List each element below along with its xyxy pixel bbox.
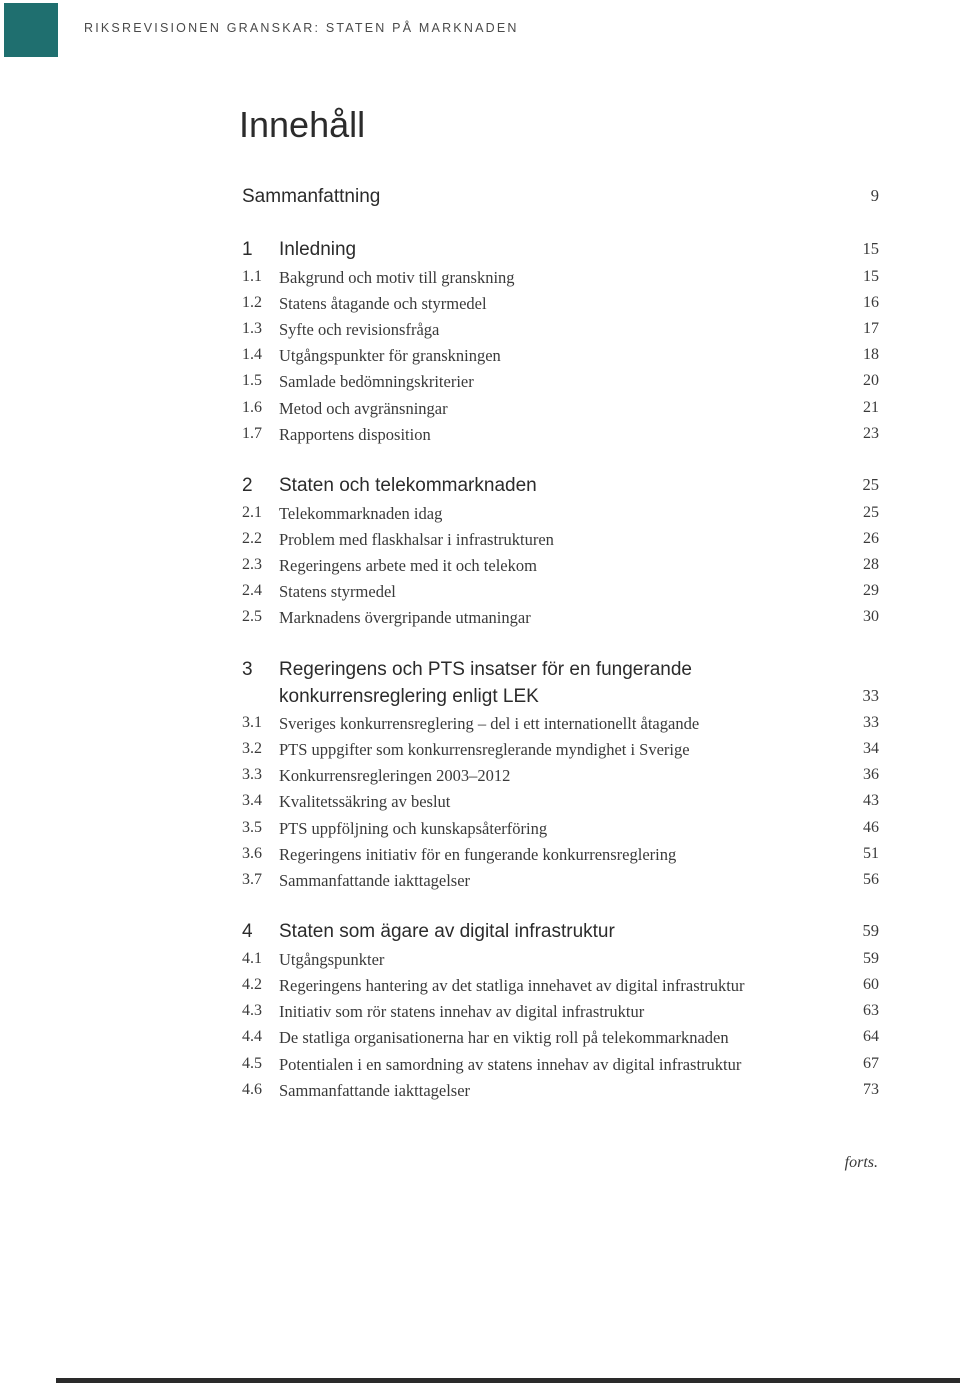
toc-chapter-number: 2 <box>242 475 253 496</box>
toc-section-3-6[interactable] <box>0 845 960 871</box>
toc-section-number: 1.2 <box>242 294 262 311</box>
toc-section-title: Potentialen i en samordning av statens innehav av digital infrastruktur <box>279 1055 742 1074</box>
toc-section-number: 2.1 <box>242 504 262 521</box>
toc-section-title: Statens styrmedel <box>279 582 396 601</box>
toc-summary-title: Sammanfattning <box>242 186 381 207</box>
toc-section-1-5[interactable] <box>0 372 960 398</box>
toc-section-title: Regeringens initiativ för en fungerande konkurrensreglering <box>279 845 677 864</box>
toc-section-title: Konkurrensregleringen 2003–2012 <box>279 766 511 785</box>
toc-section-number: 3.6 <box>242 845 262 862</box>
toc-section-1-7[interactable] <box>0 425 960 451</box>
toc-section-2-3[interactable] <box>0 556 960 582</box>
toc-section-page: 36 <box>863 766 879 783</box>
continuation-note: forts. <box>844 1154 878 1171</box>
toc-chapter-number: 4 <box>242 921 253 942</box>
toc-section-page: 67 <box>863 1055 879 1072</box>
toc-section-number: 1.1 <box>242 268 262 285</box>
toc-section-number: 3.1 <box>242 714 262 731</box>
toc-section-page: 30 <box>863 608 879 625</box>
toc-section-title: Sveriges konkurrensreglering – del i ett internationellt åtagande <box>279 714 700 733</box>
toc-section-number: 3.7 <box>242 871 262 888</box>
toc-section-page: 23 <box>863 425 879 442</box>
toc-section-title: Sammanfattande iakttagelser <box>279 871 471 890</box>
toc-section-title: Regeringens hantering av det statliga innehavet av digital infrastruktur <box>279 976 745 995</box>
toc-section-page: 26 <box>863 530 879 547</box>
toc-section-number: 4.3 <box>242 1002 262 1019</box>
toc-section-page: 28 <box>863 556 879 573</box>
toc-chapter-title: Inledning <box>279 239 357 260</box>
toc-section-2-4[interactable] <box>0 582 960 608</box>
footer-rule <box>56 1378 960 1383</box>
toc-section-number: 3.4 <box>242 792 262 809</box>
toc-section-number: 3.5 <box>242 819 262 836</box>
toc-section-page: 29 <box>863 582 879 599</box>
toc-chapter-title: Staten som ägare av digital infrastruktur <box>279 921 615 942</box>
toc-chapter-page: 25 <box>862 475 879 494</box>
toc-section-3-4[interactable] <box>0 792 960 818</box>
toc-chapter-1[interactable] <box>0 239 960 265</box>
toc-section-1-1[interactable] <box>0 268 960 294</box>
toc-section-page: 51 <box>863 845 879 862</box>
toc-section-number: 1.7 <box>242 425 262 442</box>
toc-section-page: 17 <box>863 320 879 337</box>
toc-section-1-3[interactable] <box>0 320 960 346</box>
toc-chapter-title: Staten och telekommarknaden <box>279 475 537 496</box>
toc-summary-page: 9 <box>870 186 879 205</box>
toc-chapter-2[interactable] <box>0 475 960 501</box>
running-header: RIKSREVISIONEN GRANSKAR: STATEN PÅ MARKNADEN <box>84 21 519 35</box>
toc-section-number: 3.3 <box>242 766 262 783</box>
toc-chapter-4[interactable] <box>0 921 960 947</box>
toc-chapter-title-line-2: konkurrensreglering enligt LEK <box>279 686 539 707</box>
toc-chapter-page: 59 <box>862 921 879 940</box>
toc-section-number: 4.5 <box>242 1055 262 1072</box>
toc-section-page: 73 <box>863 1081 879 1098</box>
toc-section-title: Regeringens arbete med it och telekom <box>279 556 537 575</box>
corner-color-block <box>4 3 58 57</box>
toc-section-3-2[interactable] <box>0 740 960 766</box>
toc-section-page: 34 <box>863 740 879 757</box>
toc-section-4-4[interactable] <box>0 1028 960 1054</box>
toc-section-number: 3.2 <box>242 740 262 757</box>
toc-section-number: 1.5 <box>242 372 262 389</box>
toc-chapter-number: 1 <box>242 239 253 260</box>
toc-section-number: 2.5 <box>242 608 262 625</box>
toc-section-page: 20 <box>863 372 879 389</box>
toc-section-page: 59 <box>863 950 879 967</box>
toc-section-title: Telekommarknaden idag <box>279 504 443 523</box>
toc-chapter-3[interactable] <box>0 659 960 685</box>
toc-section-number: 1.4 <box>242 346 262 363</box>
toc-section-title: Sammanfattande iakttagelser <box>279 1081 471 1100</box>
toc-section-title: Metod och avgränsningar <box>279 399 448 418</box>
toc-section-title: Kvalitetssäkring av beslut <box>279 792 451 811</box>
toc-section-1-4[interactable] <box>0 346 960 372</box>
toc-summary[interactable] <box>0 186 960 212</box>
toc-section-2-1[interactable] <box>0 504 960 530</box>
toc-section-number: 4.6 <box>242 1081 262 1098</box>
toc-section-number: 1.6 <box>242 399 262 416</box>
toc-section-page: 43 <box>863 792 879 809</box>
toc-chapter-page: 33 <box>862 686 879 705</box>
toc-section-2-2[interactable] <box>0 530 960 556</box>
toc-section-number: 4.2 <box>242 976 262 993</box>
toc-section-number: 2.2 <box>242 530 262 547</box>
toc-section-4-2[interactable] <box>0 976 960 1002</box>
toc-chapter-title-line-1: Regeringens och PTS insatser för en fungerande <box>279 659 692 680</box>
page-title: Innehåll <box>239 104 366 145</box>
toc-section-page: 64 <box>863 1028 879 1045</box>
toc-section-number: 2.3 <box>242 556 262 573</box>
toc-section-title: PTS uppgifter som konkurrensreglerande myndighet i Sverige <box>279 740 690 759</box>
toc-section-title: PTS uppföljning och kunskapsåterföring <box>279 819 548 838</box>
toc-section-3-5[interactable] <box>0 819 960 845</box>
toc-section-3-7[interactable] <box>0 871 960 897</box>
toc-chapter-number: 3 <box>242 659 253 680</box>
toc-chapter-page: 15 <box>862 239 879 258</box>
toc-section-page: 60 <box>863 976 879 993</box>
toc-section-page: 56 <box>863 871 879 888</box>
toc-section-title: Bakgrund och motiv till granskning <box>279 268 515 287</box>
toc-section-number: 1.3 <box>242 320 262 337</box>
toc-section-4-6[interactable] <box>0 1081 960 1107</box>
toc-section-page: 25 <box>863 504 879 521</box>
toc-section-title: Initiativ som rör statens innehav av digital infrastruktur <box>279 1002 645 1021</box>
toc-section-4-3[interactable] <box>0 1002 960 1028</box>
toc-section-number: 4.1 <box>242 950 262 967</box>
toc-section-number: 4.4 <box>242 1028 262 1045</box>
toc-section-3-1[interactable] <box>0 714 960 740</box>
toc-section-4-5[interactable] <box>0 1055 960 1081</box>
toc-section-1-6[interactable] <box>0 399 960 425</box>
toc-section-4-1[interactable] <box>0 950 960 976</box>
toc-section-number: 2.4 <box>242 582 262 599</box>
toc-section-title: Samlade bedömningskriterier <box>279 372 474 391</box>
toc-section-title: De statliga organisationerna har en viktig roll på telekommarknaden <box>279 1028 729 1047</box>
toc-section-title: Rapportens disposition <box>279 425 431 444</box>
toc-section-page: 33 <box>863 714 879 731</box>
toc-section-page: 46 <box>863 819 879 836</box>
toc-section-3-3[interactable] <box>0 766 960 792</box>
toc-section-page: 18 <box>863 346 879 363</box>
toc-section-page: 63 <box>863 1002 879 1019</box>
toc-section-title: Statens åtagande och styrmedel <box>279 294 487 313</box>
toc-section-title: Utgångspunkter för granskningen <box>279 346 501 365</box>
toc-section-title: Syfte och revisionsfråga <box>279 320 440 339</box>
toc-section-1-2[interactable] <box>0 294 960 320</box>
toc-chapter-3-continued[interactable] <box>0 686 960 712</box>
toc-section-title: Utgångspunkter <box>279 950 385 969</box>
toc-section-title: Problem med flaskhalsar i infrastrukturen <box>279 530 554 549</box>
toc-section-2-5[interactable] <box>0 608 960 634</box>
toc-section-page: 15 <box>863 268 879 285</box>
toc-section-page: 16 <box>863 294 879 311</box>
toc-section-title: Marknadens övergripande utmaningar <box>279 608 531 627</box>
toc-section-page: 21 <box>863 399 879 416</box>
